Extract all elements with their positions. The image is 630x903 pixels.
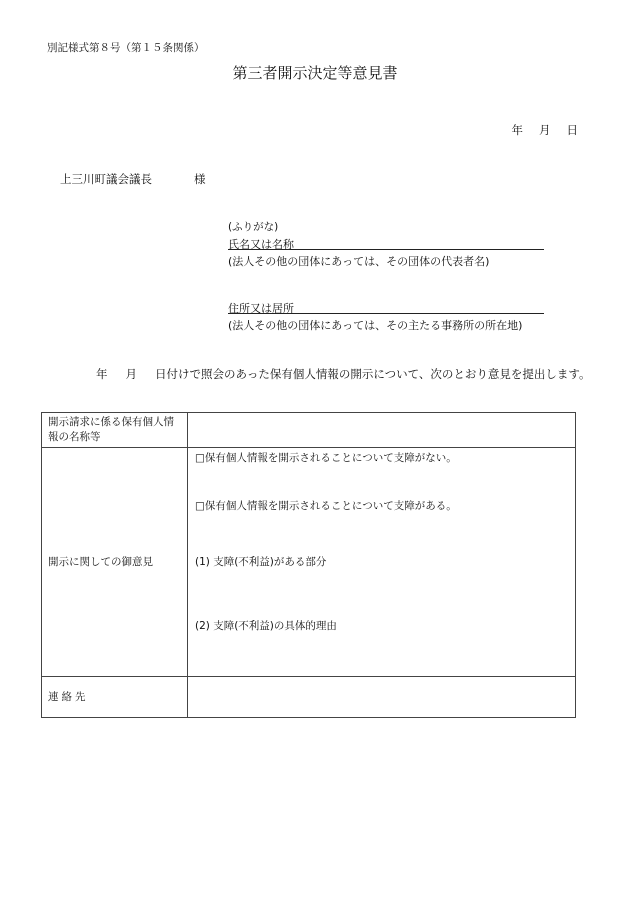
statement-text: 日付けで照会のあった保有個人情報の開示について、次のとおり意見を提出します。 <box>155 367 591 381</box>
option-issue[interactable]: □保有個人情報を開示されることについて支障がある。 <box>195 500 457 512</box>
date-line <box>496 122 579 138</box>
address-underline <box>228 313 544 314</box>
address-note: (法人その他の団体にあっては、その主たる事務所の所在地) <box>228 319 523 332</box>
addressee-honorific: 様 <box>194 172 206 186</box>
date-day: 日 <box>566 123 578 137</box>
info-name-label: 開示請求に係る保有個人情報の名称等 <box>42 413 188 448</box>
document-title: 第三者開示決定等意見書 <box>232 64 398 82</box>
addressee <box>60 171 206 187</box>
table-row <box>42 413 576 448</box>
contact-label: 連絡先 <box>42 677 188 718</box>
address-label: 住所又は居所 <box>228 302 294 315</box>
contact-field[interactable] <box>188 677 576 718</box>
furigana-label: (ふりがな) <box>228 221 279 233</box>
item-problem-part: (1) 支障(不利益)がある部分 <box>195 556 327 568</box>
name-underline <box>228 249 544 250</box>
statement <box>96 366 591 382</box>
statement-month: 月 <box>125 367 137 381</box>
opinion-table <box>41 412 576 718</box>
statement-year: 年 <box>96 367 108 381</box>
name-label: 氏名又は名称 <box>228 238 294 251</box>
table-row <box>42 677 576 718</box>
info-name-field[interactable] <box>188 413 576 448</box>
date-year: 年 <box>511 123 523 137</box>
opinion-label: 開示に関しての御意見 <box>42 448 188 677</box>
item-specific-reason: (2) 支障(不利益)の具体的理由 <box>195 620 337 632</box>
table-row <box>42 448 576 677</box>
option-no-issue[interactable]: □保有個人情報を開示されることについて支障がない。 <box>195 452 457 464</box>
date-month: 月 <box>539 123 551 137</box>
addressee-name: 上三川町議会議長 <box>60 172 152 186</box>
form-number: 別記様式第８号（第１５条関係） <box>47 42 205 54</box>
opinion-field[interactable] <box>188 448 576 677</box>
name-note: (法人その他の団体にあっては、その団体の代表者名) <box>228 255 490 268</box>
